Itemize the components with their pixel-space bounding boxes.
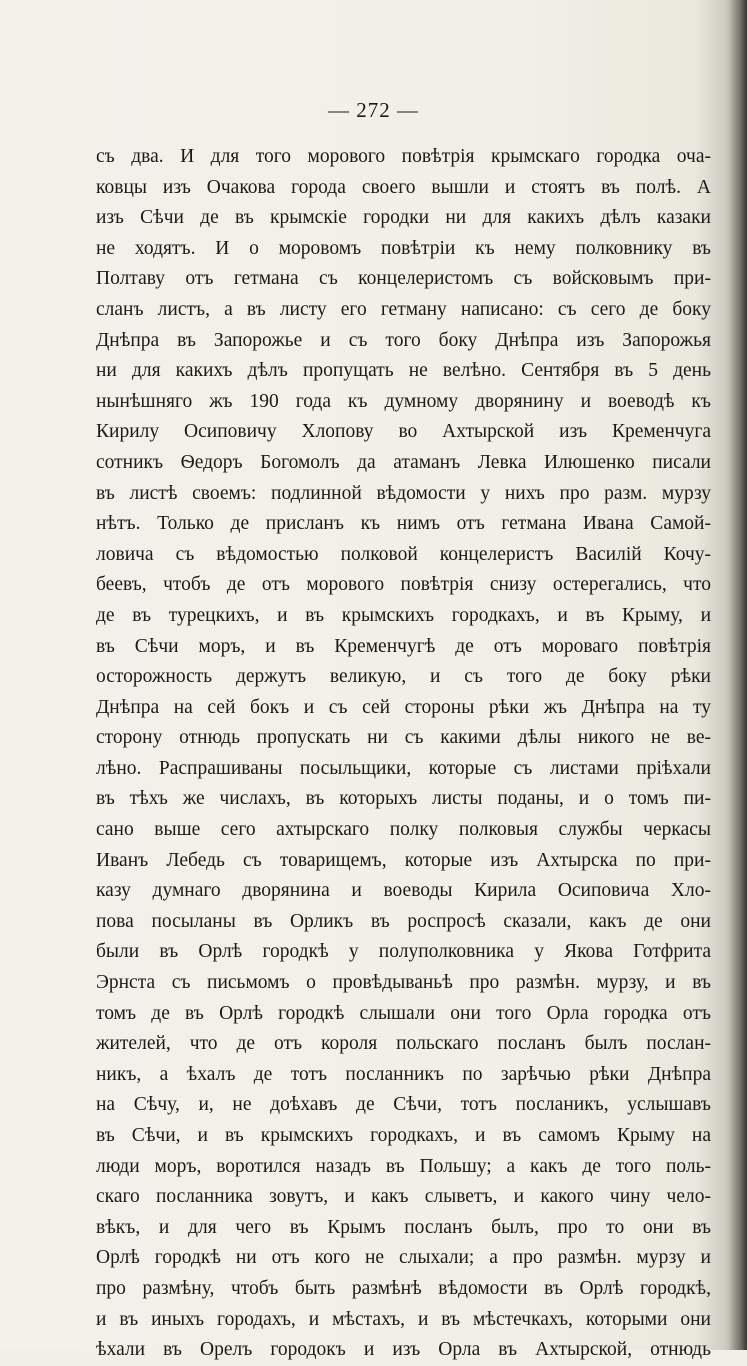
text-line: казу думнаго дворянина и воеводы Кирила Осиповича Хло- [96,880,711,902]
text-line: ѣхали въ Орелъ городокъ и изъ Орла въ Ахтырской, отнюдь [96,1339,711,1361]
text-line: въ листѣ своемъ: подлинной вѣдомости у нихъ про разм. мурзу [96,482,711,504]
text-line: нынѣшняго жъ 190 года къ думному дворянину и воеводѣ къ [96,390,711,412]
text-line: Днѣпра въ Запорожье и съ того боку Днѣпра изъ Запорожья [96,329,711,351]
text-line: не ходятъ. И о моровомъ повѣтріи къ нему полковнику въ [96,237,711,259]
text-line: люди моръ, воротился назадъ въ Польшу; а какъ де того поль- [96,1155,711,1177]
text-line: пова посыланы въ Орликъ въ роспросѣ сказали, какъ де они [96,910,711,932]
body-text [96,142,711,1366]
text-line: Полтаву отъ гетмана съ концелеристомъ съ войсковымъ при- [96,268,711,290]
text-line: и въ иныхъ городахъ, и мѣстахъ, и въ мѣстечкахъ, которыми они [96,1308,711,1330]
text-line: скаго посланника зовутъ, и какъ слыветъ, и какого чину чело- [96,1186,711,1208]
text-line: были въ Орлѣ городкѣ у полуполковника у Якова Готфрита [96,941,711,963]
text-line: лѣно. Распрашиваны посыльщики, которые съ листами пріѣхали [96,757,711,779]
text-line: на Сѣчу, и, не доѣхавъ де Сѣчи, тотъ посланикъ, услышавъ [96,1094,711,1116]
text-line: сланъ листъ, а въ листу его гетману написано: съ сего де боку [96,298,711,320]
page-number: — 272 — [328,98,419,122]
text-line: жителей, что де отъ короля польскаго посланъ былъ послан- [96,1033,711,1055]
text-line: никъ, а ѣхалъ де тотъ посланникъ по зарѣчью рѣки Днѣпра [96,1063,711,1085]
text-line: ловича съ вѣдомостью полковой концелеристъ Василій Кочу- [96,543,711,565]
text-line: томъ де въ Орлѣ городкѣ слышали они того Орла городка отъ [96,1002,711,1024]
text-line: ковцы изъ Очакова города своего вышли и стоятъ въ полѣ. А [96,176,711,198]
text-line: сано выше сего ахтырскаго полку полковыя службы черкасы [96,819,711,841]
text-line: де въ турецкихъ, и въ крымскихъ городкахъ, и въ Крыму, и [96,604,711,626]
text-line: въ тѣхъ же числахъ, въ которыхъ листы поданы, и о томъ пи- [96,788,711,810]
text-line: Орлѣ городкѣ ни отъ кого не слыхали; а про размѣн. мурзу и [96,1247,711,1269]
text-line: Днѣпра на сей бокъ и съ сей стороны рѣки жъ Днѣпра на ту [96,696,711,718]
page-edge-shadow [729,0,747,1350]
text-line: Кирилу Осиповичу Хлопову во Ахтырской изъ Кременчуга [96,421,711,443]
text-line: въ Сѣчи моръ, и въ Кременчугѣ де отъ мороваго повѣтрія [96,635,711,657]
text-line: изъ Сѣчи де въ крымскіе городки ни для какихъ дѣлъ казаки [96,207,711,229]
text-line: вѣкъ, и для чего въ Крымъ посланъ былъ, про то они въ [96,1216,711,1238]
text-line: нѣтъ. Только де присланъ къ нимъ отъ гетмана Ивана Самой- [96,513,711,535]
text-line: Иванъ Лебедь съ товарищемъ, которые изъ Ахтырска по при- [96,849,711,871]
text-line: сторону отнюдь пропускать ни съ какими дѣлы никого не ве- [96,727,711,749]
text-line: Эрнста съ письмомъ о провѣдываньѣ про размѣн. мурзу, и въ [96,972,711,994]
text-line: съ два. И для того морового повѣтрія крымскагo городка оча- [96,146,711,167]
text-line: сотникъ Ѳедоръ Богомолъ да атаманъ Левка Илюшенко писали [96,451,711,473]
text-line: беевъ, чтобъ де отъ морового повѣтрія снизу остерегались, что [96,574,711,596]
text-line: осторожность держутъ великую, и съ того де боку рѣки [96,666,711,688]
text-line: про размѣну, чтобъ быть размѣнѣ вѣдомости въ Орлѣ городкѣ, [96,1277,711,1299]
text-line: въ Сѣчи, и въ крымскихъ городкахъ, и въ самомъ Крыму на [96,1125,711,1146]
text-line: ни для какихъ дѣлъ пропущать не велѣно. Сентября въ 5 день [96,360,711,382]
